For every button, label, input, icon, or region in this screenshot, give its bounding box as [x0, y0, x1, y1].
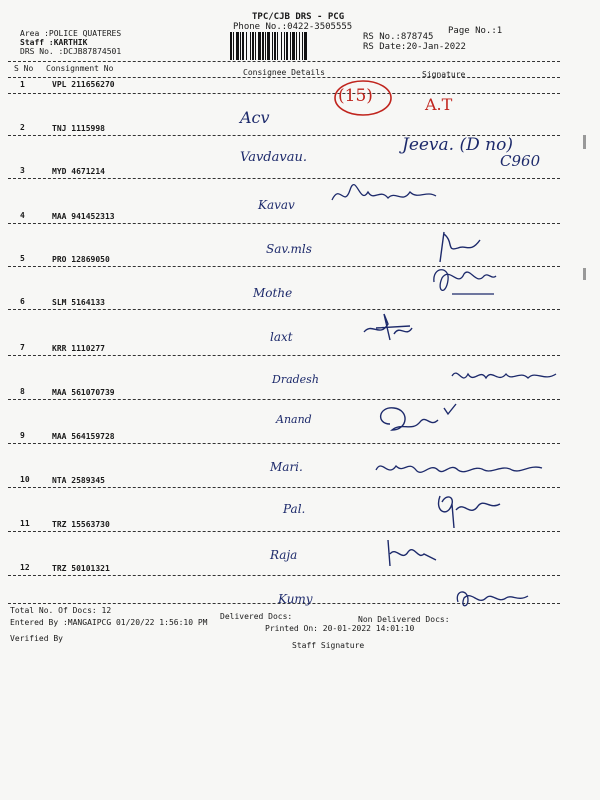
- row-consignment: MAA 561070739: [52, 388, 115, 397]
- verified-by: Verified By: [10, 634, 63, 643]
- row-consignment: SLM 5164133: [52, 298, 105, 307]
- signature-number: C960: [500, 152, 541, 170]
- rs-number: RS No.:878745: [363, 32, 434, 42]
- red-initial-mark: A.T: [425, 95, 453, 114]
- row-sno: 1: [20, 80, 25, 89]
- handwritten-name: Vavdavau.: [240, 150, 307, 165]
- row-consignment: MAA 941452313: [52, 212, 115, 221]
- signature-scribble: [428, 262, 500, 302]
- handwritten-name: Raja: [270, 548, 298, 562]
- row-sno: 10: [20, 475, 30, 484]
- red-circle-mark: [330, 78, 400, 120]
- row-sno: 3: [20, 166, 25, 175]
- signature-scribble: [452, 584, 532, 614]
- row-consignment: MYD 4671214: [52, 167, 105, 176]
- handwritten-name: Kumy: [278, 592, 313, 606]
- signature-text: Jeeva. (D no): [402, 135, 513, 155]
- handwritten-name: Acv: [240, 108, 270, 127]
- row-divider: [8, 178, 560, 179]
- handwritten-name: Sav.mls: [266, 242, 312, 256]
- rs-date: RS Date:20-Jan-2022: [363, 42, 466, 52]
- row-sno: 2: [20, 123, 25, 132]
- row-divider: [8, 93, 560, 94]
- column-header-divider: [8, 77, 560, 78]
- row-consignment: PRO 12869050: [52, 255, 110, 264]
- col-header-consignee: Consignee Details: [243, 68, 325, 77]
- row-divider: [8, 355, 560, 356]
- handwritten-name: Pal.: [283, 502, 306, 516]
- row-sno: 11: [20, 519, 30, 528]
- staff-signature: Staff Signature: [292, 641, 365, 650]
- document-title: TPC/CJB DRS - PCG: [252, 12, 345, 22]
- col-header-consignment: Consignment No: [46, 64, 114, 73]
- row-sno: 8: [20, 387, 25, 396]
- phone-number: Phone No.:0422-3505555: [233, 22, 353, 32]
- row-sno: 5: [20, 254, 25, 263]
- row-consignment: VPL 211656270: [52, 80, 115, 89]
- area-label: Area :POLICE QUATERES: [20, 29, 122, 38]
- signature-scribble: [330, 178, 440, 214]
- row-divider: [8, 223, 560, 224]
- handwritten-name: Anand: [276, 413, 312, 426]
- row-consignment: TNJ 1115998: [52, 124, 105, 133]
- page-number: Page No.:1: [448, 26, 503, 36]
- staff-label: Staff :KARTHIK: [20, 38, 88, 47]
- signature-scribble: [380, 536, 440, 576]
- row-sno: 12: [20, 563, 30, 572]
- non-delivered-docs: Non Delivered Docs:: [358, 615, 450, 624]
- col-header-signature: Signature: [422, 70, 466, 79]
- delivered-docs: Delivered Docs:: [220, 612, 293, 621]
- row-sno: 7: [20, 343, 25, 352]
- handwritten-name: Dradesh: [272, 373, 319, 386]
- scan-edge-mark: [583, 135, 586, 149]
- printed-on: Printed On: 20-01-2022 14:01:10: [265, 624, 415, 633]
- barcode-image: [230, 32, 354, 60]
- entered-by: Entered By :MANGAIPCG 01/20/22 1:56:10 PM: [10, 618, 208, 627]
- handwritten-name: Kavav: [258, 198, 295, 212]
- handwritten-name: Mari.: [270, 460, 303, 474]
- row-divider: [8, 309, 560, 310]
- row-consignment: TRZ 50101321: [52, 564, 110, 573]
- handwritten-name: Mothe: [253, 286, 293, 300]
- circled-mark: (15): [338, 86, 373, 106]
- row-divider: [8, 399, 560, 400]
- scan-edge-mark: [583, 268, 586, 280]
- row-consignment: TRZ 15563730: [52, 520, 110, 529]
- row-sno: 9: [20, 431, 25, 440]
- signature-scribble: [430, 488, 510, 532]
- signature-scribble: [360, 310, 416, 346]
- row-consignment: MAA 564159728: [52, 432, 115, 441]
- signature-scribble: [372, 452, 548, 486]
- total-docs: Total No. Of Docs: 12: [10, 606, 112, 615]
- header-divider: [8, 61, 560, 62]
- row-sno: 4: [20, 211, 25, 220]
- col-header-sno: S No: [14, 64, 34, 73]
- row-divider: [8, 443, 560, 444]
- signature-scribble: [450, 362, 560, 390]
- signature-scribble: [372, 400, 462, 440]
- row-divider: [8, 575, 560, 576]
- row-consignment: NTA 2589345: [52, 476, 105, 485]
- row-sno: 6: [20, 297, 25, 306]
- row-consignment: KRR 1110277: [52, 344, 105, 353]
- handwritten-name: laxt: [270, 330, 293, 344]
- drs-number: DRS No. :DCJB87874501: [20, 47, 122, 56]
